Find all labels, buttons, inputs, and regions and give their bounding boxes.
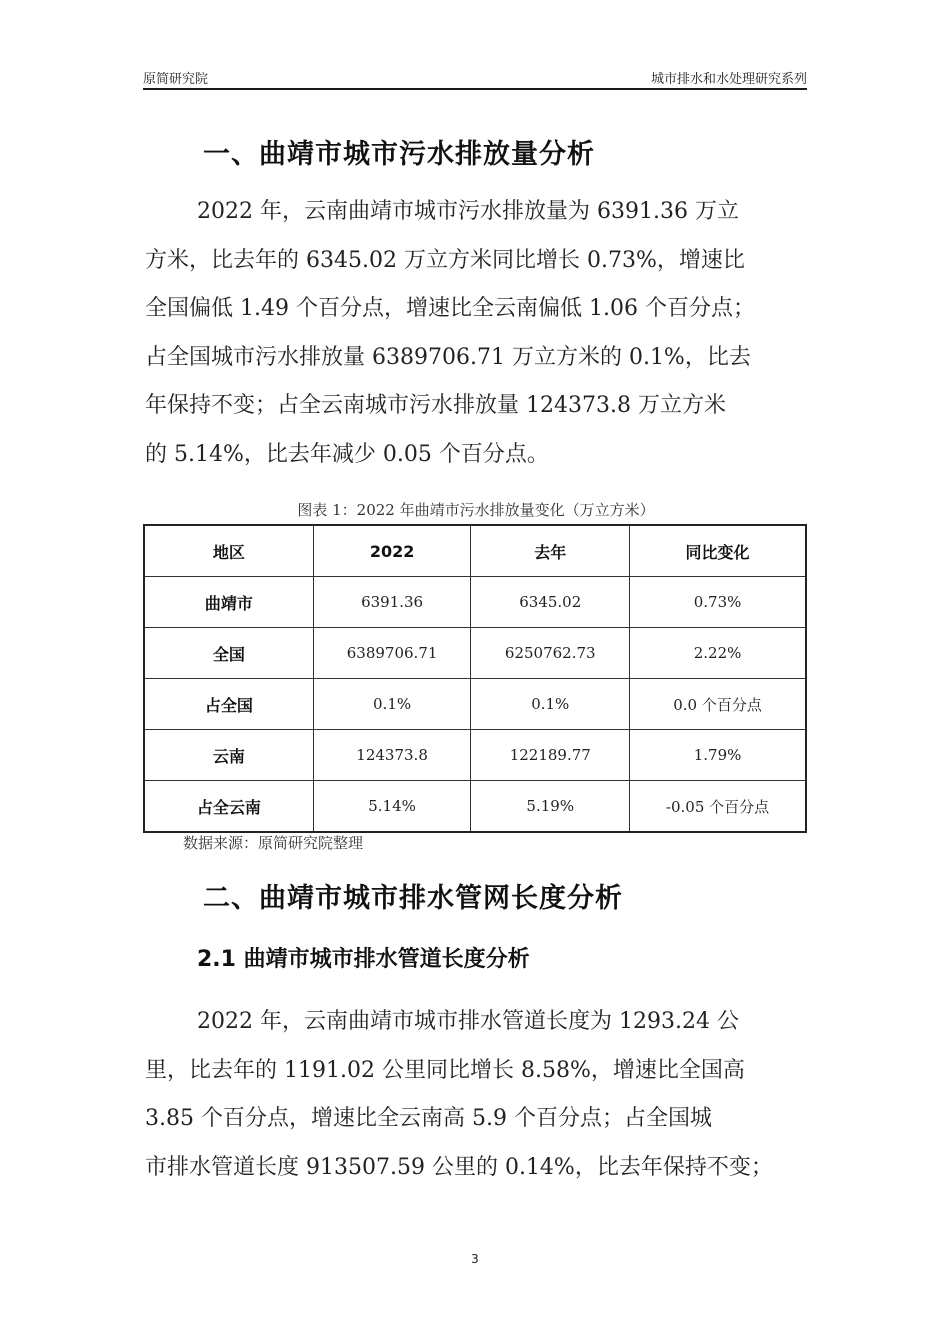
cell-value: 124373.8: [313, 730, 471, 781]
column-header-2022: 2022: [313, 525, 471, 577]
row-label: 全国: [144, 628, 313, 679]
paragraph-line: 市排水管道长度 913507.59 公里的 0.14%，比去年保持不变；: [145, 1154, 773, 1180]
table-row: [144, 781, 806, 833]
header-org-name: 原简研究院: [143, 72, 209, 87]
row-label: 云南: [144, 730, 313, 781]
sewage-discharge-table: [143, 524, 807, 833]
cell-value: 6250762.73: [471, 628, 630, 679]
column-header-region: 地区: [144, 525, 313, 577]
subsection-heading: 2.1 曲靖市城市排水管道长度分析: [197, 947, 530, 972]
cell-value: 6345.02: [471, 577, 630, 628]
paragraph-line: 2022 年，云南曲靖市城市污水排放量为 6391.36 万立: [197, 199, 739, 224]
section2-heading: 二、曲靖市城市排水管网长度分析: [203, 883, 623, 914]
paragraph-line: 里，比去年的 1191.02 公里同比增长 8.58%，增速比全国高: [145, 1057, 745, 1083]
section2-paragraph: [145, 998, 807, 1192]
table-row: [144, 679, 806, 730]
paragraph-line: 3.85 个百分点，增速比全云南高 5.9 个百分点；占全国城: [145, 1106, 712, 1131]
cell-value: 6389706.71: [313, 628, 471, 679]
paragraph-line: 的 5.14%，比去年减少 0.05 个百分点。: [145, 441, 549, 467]
page-number: 3: [471, 1252, 479, 1266]
page-header: [143, 66, 807, 88]
cell-value: 5.14%: [313, 781, 471, 833]
paragraph-line: 占全国城市污水排放量 6389706.71 万立方米的 0.1%，比去: [145, 344, 751, 370]
section1-heading: 一、曲靖市城市污水排放量分析: [203, 139, 595, 170]
cell-value: 122189.77: [471, 730, 630, 781]
header-series-title: 城市排水和水处理研究系列: [650, 72, 807, 87]
cell-value: 0.1%: [471, 679, 630, 730]
paragraph-line: 2022 年，云南曲靖市城市排水管道长度为 1293.24 公: [197, 1009, 739, 1034]
column-header-last-year: 去年: [471, 525, 630, 577]
table-row: [144, 730, 806, 781]
cell-value: 6391.36: [313, 577, 471, 628]
cell-value: 5.19%: [471, 781, 630, 833]
table-row: [144, 577, 806, 628]
paragraph-line: 全国偏低 1.49 个百分点，增速比全云南偏低 1.06 个百分点；: [145, 296, 755, 321]
cell-value: -0.05 个百分点: [630, 781, 806, 833]
row-label: 占全云南: [144, 781, 313, 833]
table-caption: 图表 1：2022 年曲靖市污水排放量变化（万立方米）: [297, 501, 655, 519]
table-header-row: [144, 525, 806, 577]
cell-value: 0.0 个百分点: [630, 679, 806, 730]
paragraph-line: 方米，比去年的 6345.02 万立方米同比增长 0.73%，增速比: [145, 247, 745, 273]
cell-value: 0.73%: [630, 577, 806, 628]
cell-value: 0.1%: [313, 679, 471, 730]
table-row: [144, 628, 806, 679]
paragraph-line: 年保持不变；占全云南城市污水排放量 124373.8 万立方米: [145, 393, 726, 418]
header-divider: [143, 88, 807, 90]
cell-value: 1.79%: [630, 730, 806, 781]
column-header-yoy-change: 同比变化: [630, 525, 806, 577]
section1-paragraph: [145, 188, 807, 479]
cell-value: 2.22%: [630, 628, 806, 679]
row-label: 占全国: [144, 679, 313, 730]
row-label: 曲靖市: [144, 577, 313, 628]
data-source-note: 数据来源：原简研究院整理: [183, 834, 364, 852]
